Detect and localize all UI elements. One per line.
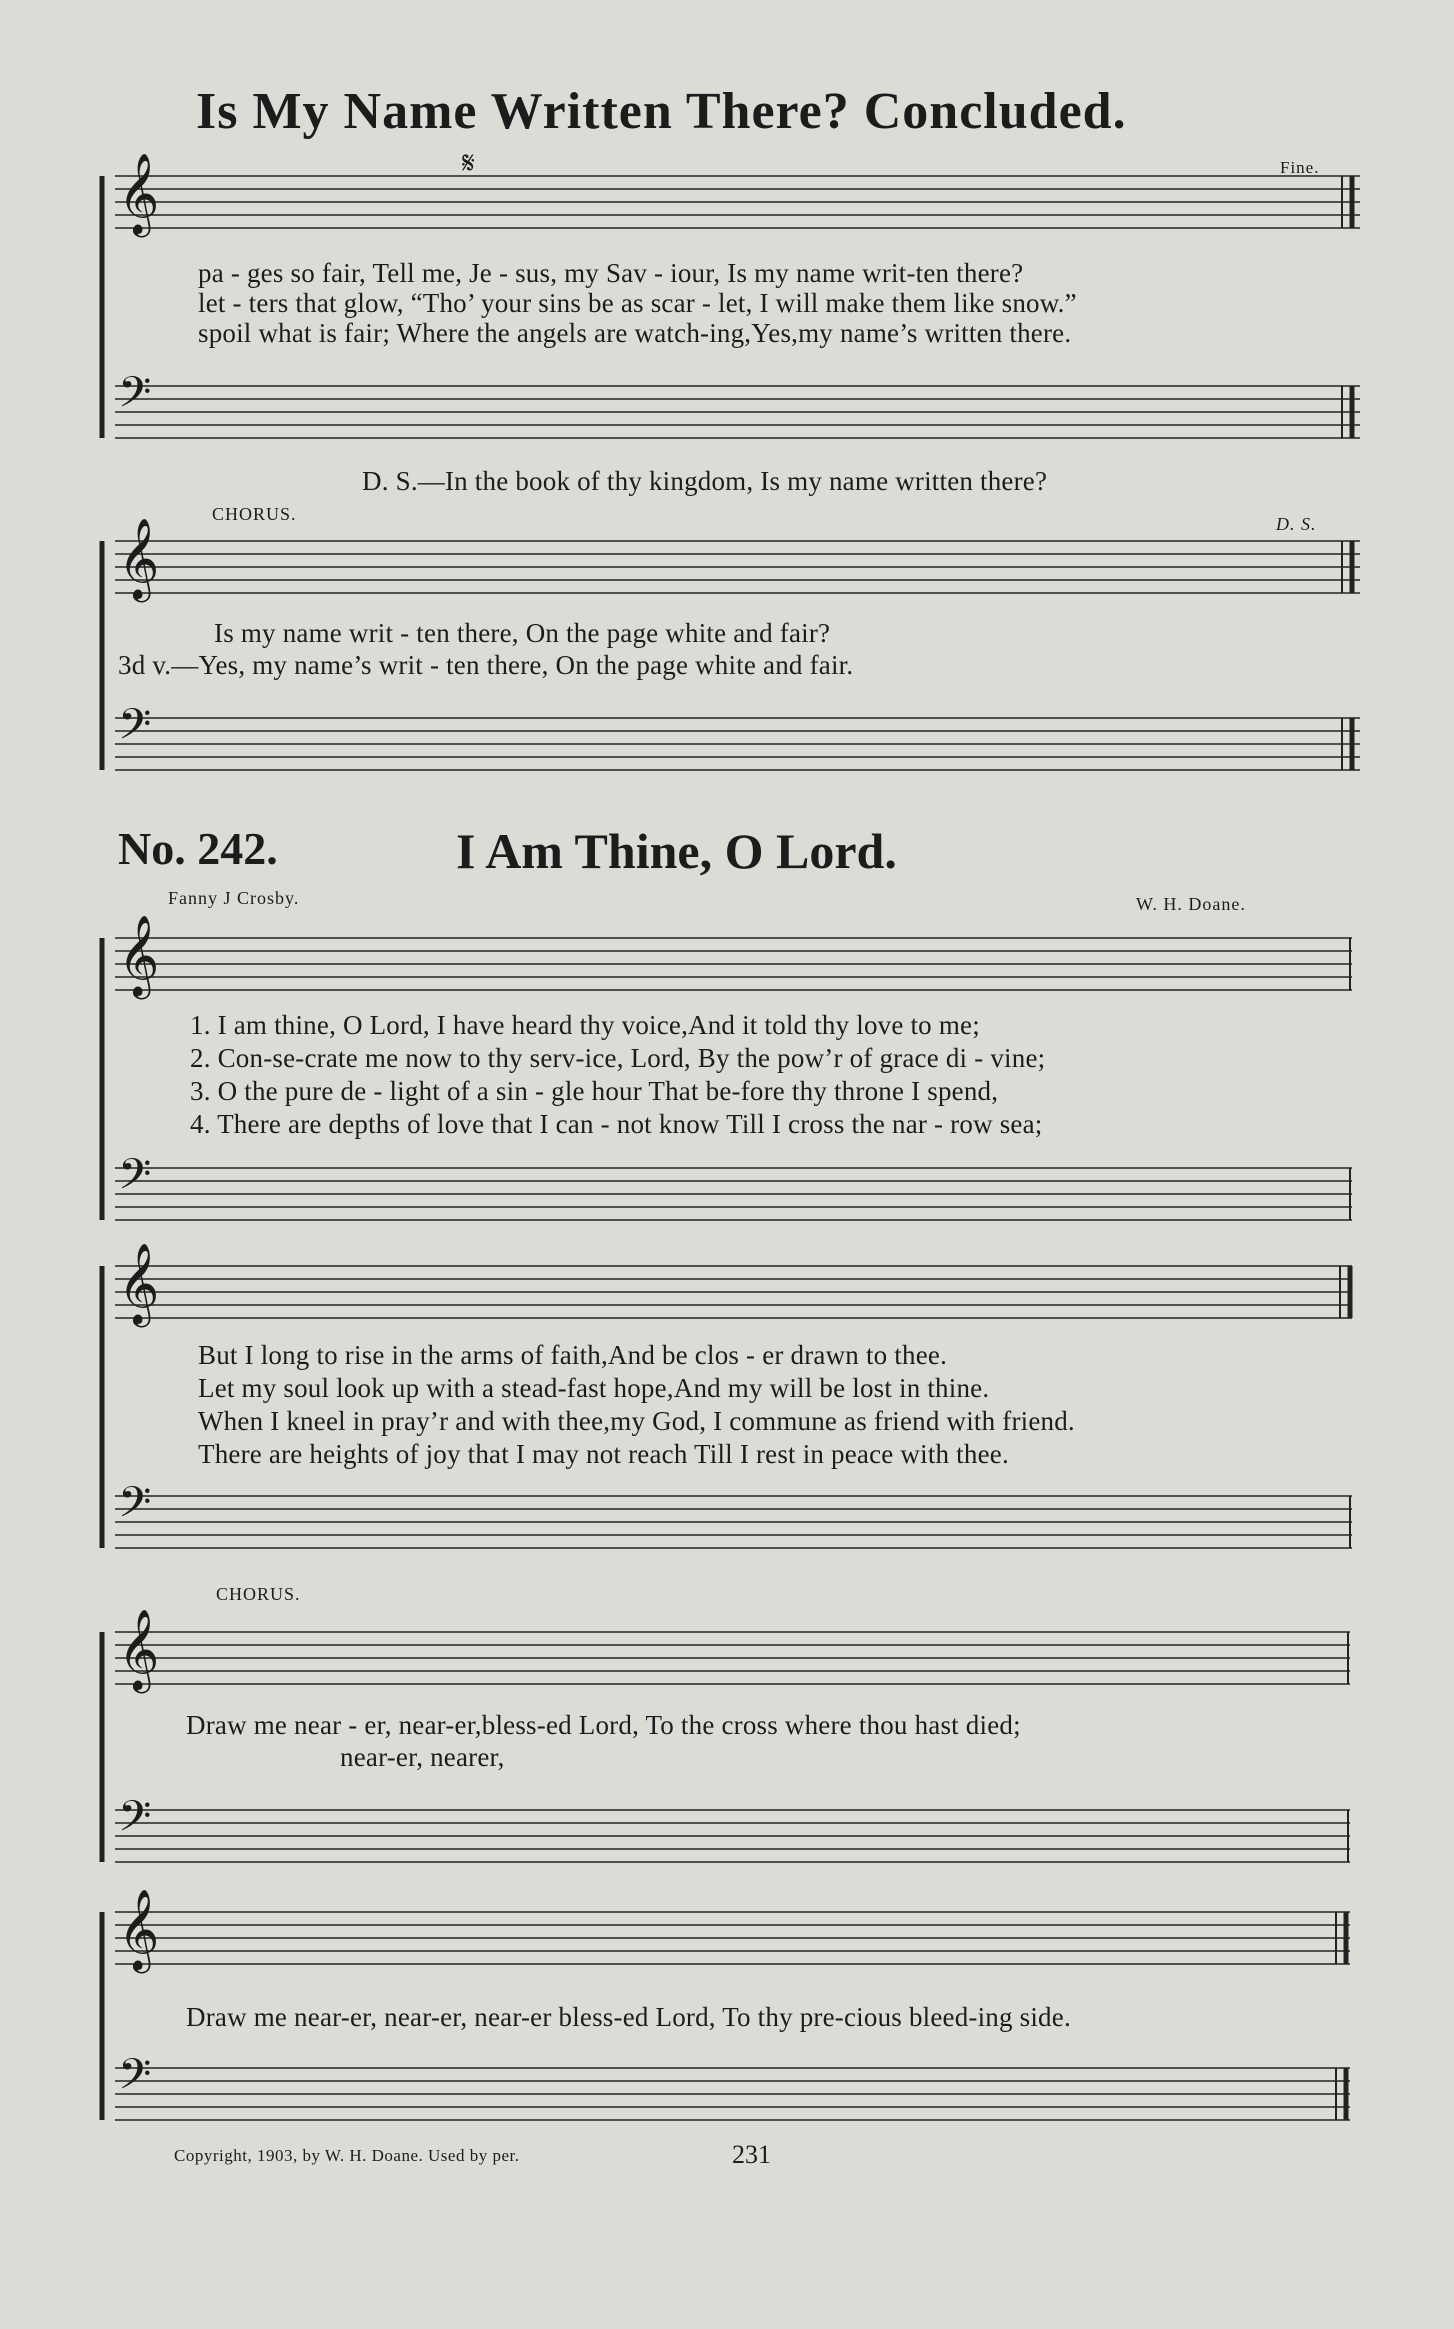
treble-clef-icon: 𝄞: [118, 152, 160, 234]
chorus-line-4: Draw me near-er, near-er, near-er bless-ed Lord, To thy pre-cious bleed-ing side.: [186, 2002, 1071, 2032]
treble-clef-icon: 𝄞: [118, 1888, 160, 1970]
chorus-line-1: Is my name writ - ten there, On the page white and fair?: [214, 618, 831, 648]
stanza-line-2: 2. Con-se-crate me now to thy serv-ice, Lord, By the pow’r of grace di - vine;: [190, 1043, 1046, 1073]
treble-clef-icon: 𝄞: [118, 517, 160, 599]
chorus-line-3-alto: near-er, nearer,: [340, 1742, 505, 1772]
author-credit: Fanny J Crosby.: [168, 888, 300, 908]
verse-line-1: pa - ges so fair, Tell me, Je - sus, my Sav - iour, Is my name writ-ten there?: [198, 258, 1024, 288]
treble-clef-icon: 𝄞: [118, 1608, 160, 1690]
bass-clef-icon: 𝄢: [118, 368, 152, 428]
stanza-line-4: 4. There are depths of love that I can - not know Till I cross the nar - row sea;: [190, 1109, 1043, 1139]
chorus-line-2: 3d v.—Yes, my name’s writ - ten there, On the page white and fair.: [118, 650, 854, 680]
copyright-notice: Copyright, 1903, by W. H. Doane. Used by per.: [174, 2146, 520, 2165]
bass-clef-icon: 𝄢: [118, 1150, 152, 1210]
stanza-line-7: When I kneel in pray’r and with thee,my God, I commune as friend with friend.: [198, 1406, 1075, 1436]
page-number: 231: [732, 2140, 771, 2169]
treble-clef-icon: 𝄞: [118, 914, 160, 996]
segno-icon: 𝄋: [462, 146, 475, 181]
fine-mark: Fine.: [1280, 158, 1320, 177]
hymn-number: No. 242.: [118, 823, 278, 874]
verse-line-2: let - ters that glow, “Tho’ your sins be as scar - let, I will make them like snow.”: [198, 288, 1077, 318]
stanza-line-6: Let my soul look up with a stead-fast hope,And my will be lost in thine.: [198, 1373, 990, 1403]
ds-line: D. S.—In the book of thy kingdom, Is my name written there?: [362, 466, 1048, 496]
chorus-label-2: CHORUS.: [216, 1584, 301, 1604]
song-heading: Is My Name Written There? Concluded.: [196, 83, 1127, 140]
stanza-line-1: 1. I am thine, O Lord, I have heard thy voice,And it told thy love to me;: [190, 1010, 980, 1040]
hymn-title: I Am Thine, O Lord.: [456, 823, 897, 879]
stanza-line-8: There are heights of joy that I may not reach Till I rest in peace with thee.: [198, 1439, 1009, 1469]
stanza-line-5: But I long to rise in the arms of faith,And be clos - er drawn to thee.: [198, 1340, 948, 1370]
composer-credit: W. H. Doane.: [1136, 894, 1246, 914]
bass-clef-icon: 𝄢: [118, 1478, 152, 1538]
chorus-label-1: CHORUS.: [212, 504, 297, 524]
bass-clef-icon: 𝄢: [118, 700, 152, 760]
ds-mark: D. S.: [1276, 514, 1317, 534]
verse-line-3: spoil what is fair; Where the angels are watch-ing,Yes,my name’s written there.: [198, 318, 1072, 348]
chorus-line-3: Draw me near - er, near-er,bless-ed Lord, To the cross where thou hast died;: [186, 1710, 1021, 1740]
treble-clef-icon: 𝄞: [118, 1242, 160, 1324]
stanza-line-3: 3. O the pure de - light of a sin - gle hour That be-fore thy throne I spend,: [190, 1076, 999, 1106]
bass-clef-icon: 𝄢: [118, 2050, 152, 2110]
bass-clef-icon: 𝄢: [118, 1792, 152, 1852]
